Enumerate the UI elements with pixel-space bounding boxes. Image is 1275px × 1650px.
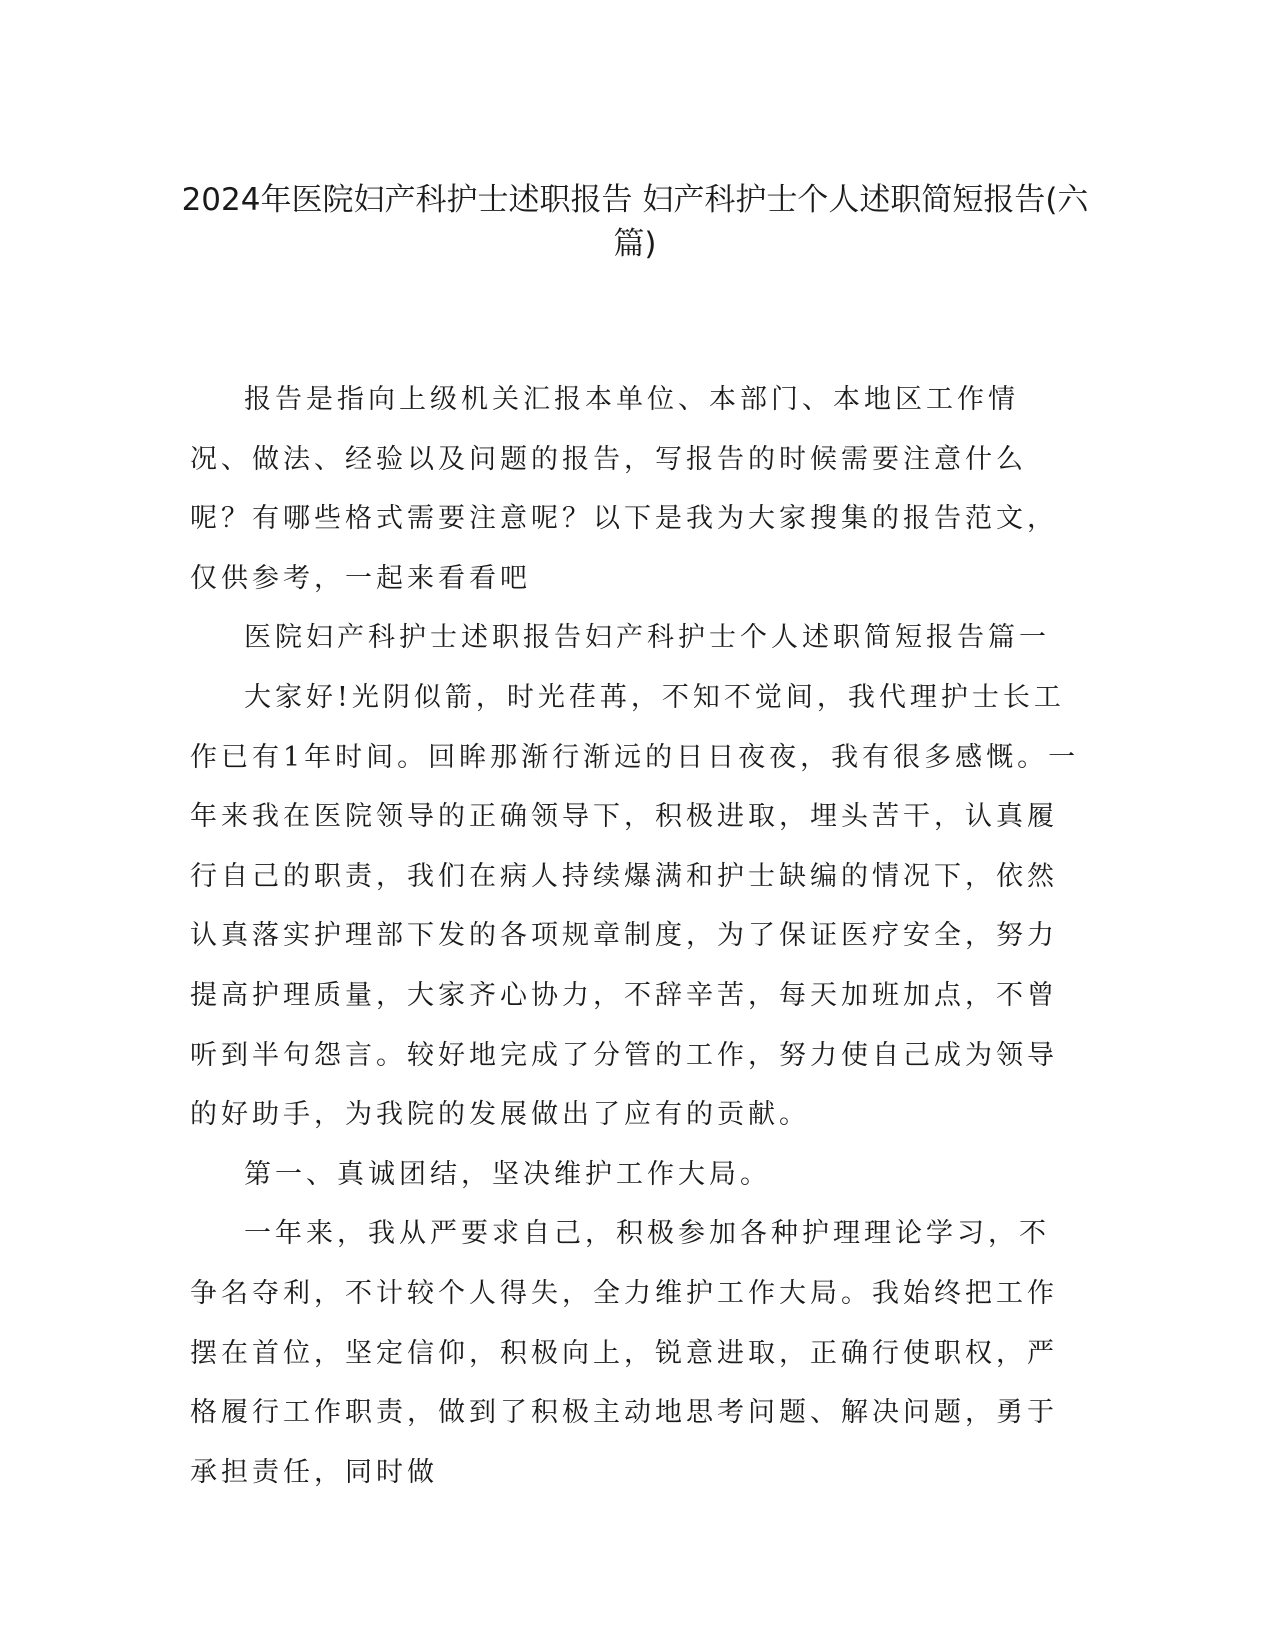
intro-paragraph: 报告是指向上级机关汇报本单位、本部门、本地区工作情况、做法、经验以及问题的报告，写报告的时候需要注意什么呢？有哪些格式需要注意呢？以下是我为大家搜集的报告范文，仅供参考，一起来看看吧 (190, 384, 1058, 594)
subsection-heading: 第一、真诚团结，坚决维护工作大局。 (244, 1158, 771, 1190)
section-heading: 医院妇产科护士述职报告妇产科护士个人述职简短报告篇一 (244, 622, 1050, 654)
body-paragraph: 大家好!光阴似箭，时光荏苒，不知不觉间，我代理护士长工作已有1年时间。回眸那渐行渐远的日日夜夜，我有很多感慨。一年来我在医院领导的正确领导下，积极进取，埋头苦干，认真履行自己的职责，我们在病人持续爆满和护士缺编的情况下，依然认真落实护理部下发的各项规章制度，为了保证医疗安全，努力提高护理质量，大家齐心协力，不辞辛苦，每天加班加点，不曾听到半句怨言。较好地完成了分管的工作，努力使自己成为领导的好助手，为我院的发展做出了应有的贡献。 (190, 681, 1080, 1131)
document-title: 2024年医院妇产科护士述职报告 妇产科护士个人述职简短报告(六篇) (181, 182, 1089, 262)
body-paragraph: 一年来，我从严要求自己，积极参加各种护理理论学习，不争名夺利，不计较个人得失，全力维护工作大局。我始终把工作摆在首位，坚定信仰，积极向上，锐意进取，正确行使职权，严格履行工作职责，做到了积极主动地思考问题、解决问题，勇于承担责任，同时做 (190, 1218, 1058, 1488)
document-body (190, 370, 1080, 1502)
